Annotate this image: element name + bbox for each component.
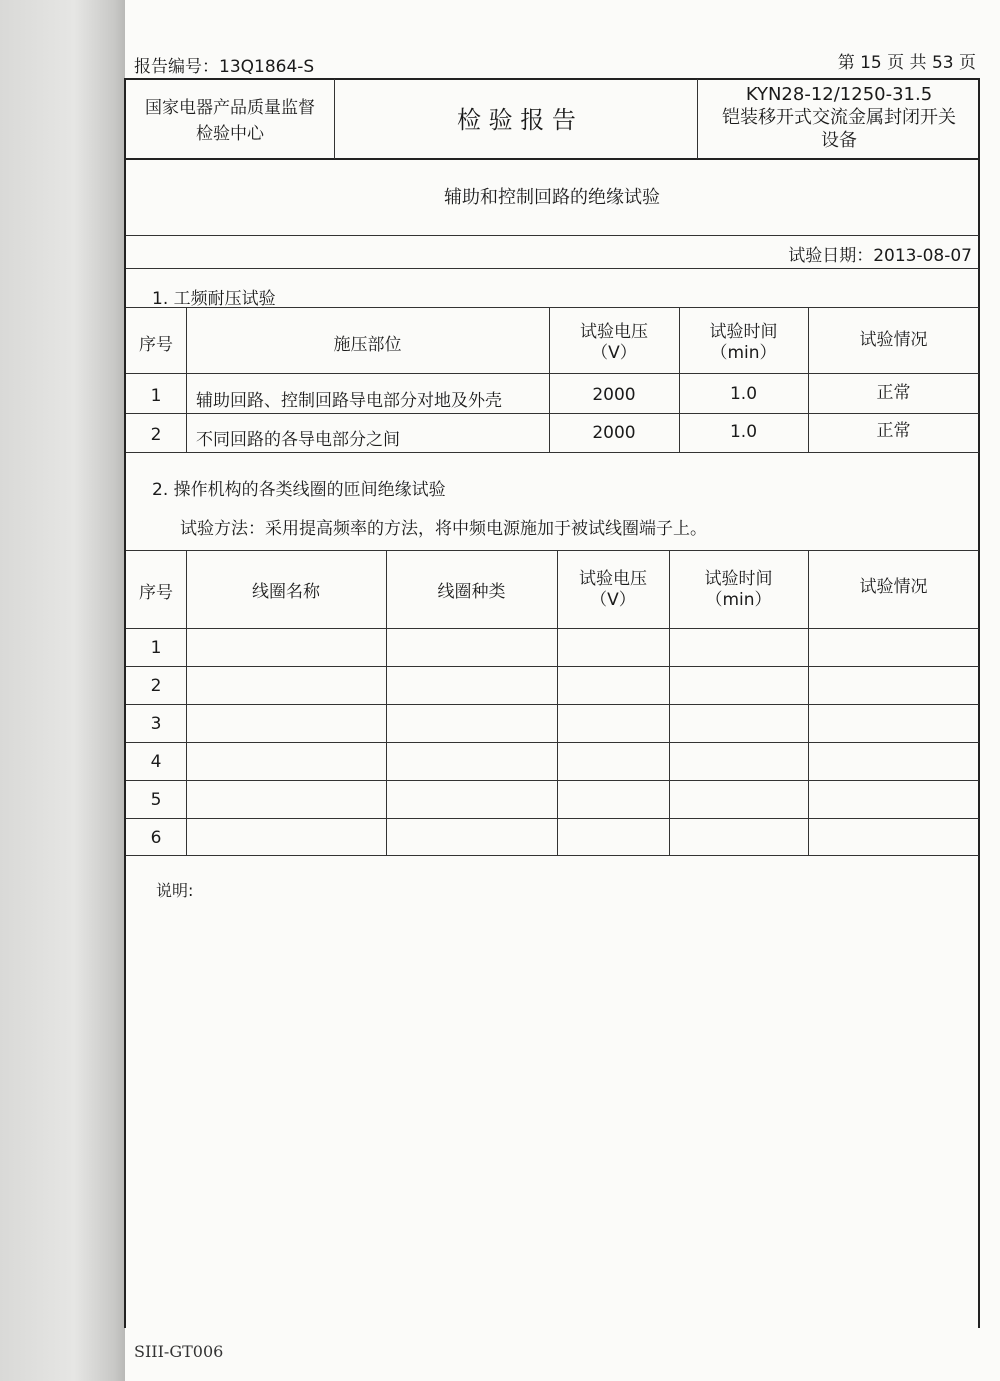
p1-header-location: 施压部位 [333,335,402,355]
p1-header-time: 试验时间 （min） [709,322,778,363]
p1-row1-location: 辅助回路、控制回路导电部分对地及外壳 [196,391,502,411]
p2-row-no: 2 [150,676,162,696]
form-code: SIII-GT006 [134,1342,224,1361]
p1-row1-result: 正常 [876,383,911,403]
p1-row2-voltage: 2000 [592,423,636,443]
p2-row-no: 5 [150,790,162,810]
section-title: 辅助和控制回路的绝缘试验 [444,187,660,208]
p2-header-result: 试验情况 [859,577,928,597]
p1-header-result: 试验情况 [859,330,928,350]
product-model: KYN28-12/1250-31.5 [745,84,933,105]
p2-header-time: 试验时间 （min） [704,569,773,610]
binding-shadow [0,0,135,1381]
doc-type-title: 检 验 报 告 [457,106,576,134]
p2-header-voltage: 试验电压 （V） [579,569,647,610]
part2-title: 2. 操作机构的各类线圈的匝间绝缘试验 [152,480,446,500]
p2-header-coil-name: 线圈名称 [252,582,320,602]
org-name-line2: 检验中心 [196,124,264,144]
page-info: 第 15 页 共 53 页 [837,53,976,73]
part2-method: 试验方法：采用提高频率的方法，将中频电源施加于被试线圈端子上。 [180,519,707,539]
test-date: 试验日期：2013-08-07 [788,246,972,266]
p2-row-no: 1 [150,638,162,658]
p1-row1-voltage: 2000 [592,385,636,405]
p1-header-voltage: 试验电压 （V） [580,322,648,363]
org-name-line1: 国家电器产品质量监督 [145,98,315,118]
p1-row1-time: 1.0 [729,384,758,404]
p2-header-coil-type: 线圈种类 [437,582,506,602]
p2-row-no: 6 [150,828,162,848]
p1-row2-location: 不同回路的各导电部分之间 [196,430,400,450]
p1-row2-no: 2 [150,425,162,445]
p1-row1-no: 1 [150,386,162,406]
p2-header-no: 序号 [139,583,173,603]
p2-row-no: 3 [150,714,162,734]
remark-label: 说明: [156,881,194,900]
p2-row-no: 4 [150,752,162,772]
p1-header-no: 序号 [139,335,173,355]
p1-row2-result: 正常 [876,421,911,441]
part1-title: 1. 工频耐压试验 [152,289,276,309]
product-name-line2: 设备 [821,130,857,151]
p1-row2-time: 1.0 [729,422,758,442]
product-name-line1: 铠装移开式交流金属封闭开关 [722,107,956,128]
report-number: 报告编号：13Q1864-S [134,57,315,77]
